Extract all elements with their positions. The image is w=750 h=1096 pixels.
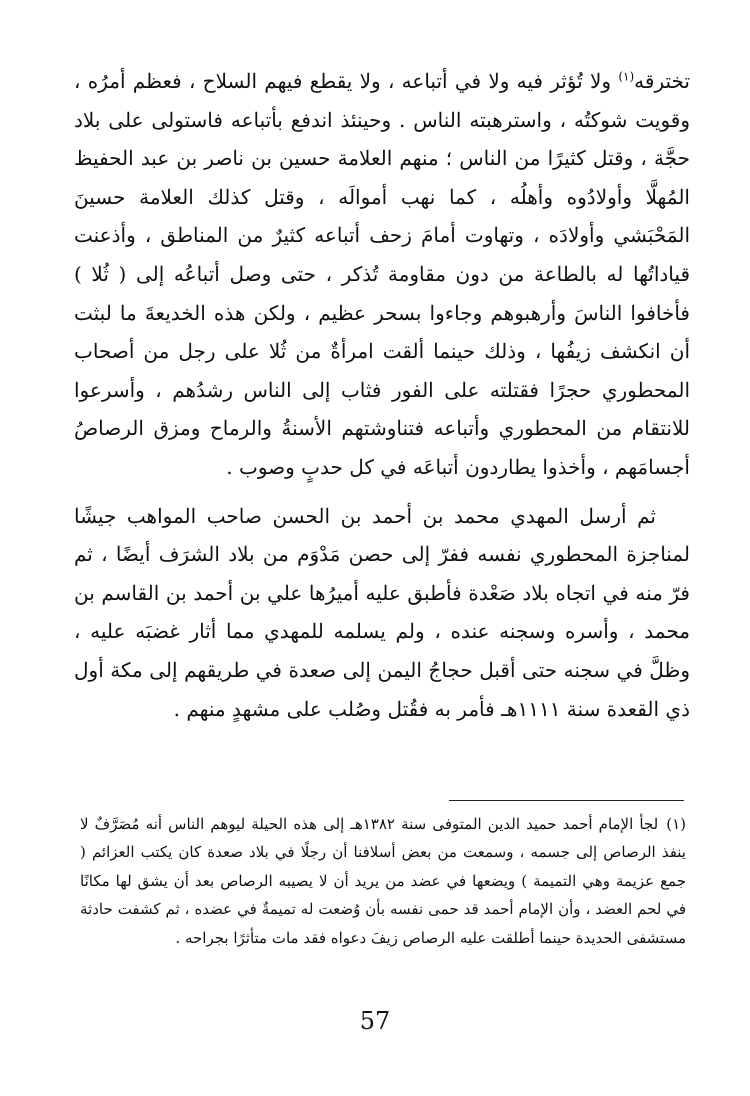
main-text	[74, 62, 690, 728]
footnote-text: لجأ الإمام أحمد حميد الدين المتوفى سنة ١٣٨٢هـ إلى هذه الحيلة ليوهم الناس أنه مُصَرَّفٌ لا ينفذ الرصاص إلى جسمه ، وسمعت من بعض أسلافنا أن رجلًا في بلاد صعدة كان يكتب العزائم ( جمع عزيمة وهي التميمة ) ويضعها في عضد من يريد أن لا يصيبه الرصاص بعد أن يشق لها مكانًا في لحم العضد ، وأن الإمام أحمد قد حمى نفسه بأن وُضعت له تميمةٌ في عضده ، ثم كشفت حادثة مستشفى الحديدة حينما أطلقت عليه الرصاص زيفَ دعواه فقد مات متأثرًا بجراحه .	[80, 815, 686, 947]
paragraph-2: ثم أرسل المهدي محمد بن أحمد بن الحسن صاحب المواهب جيشًا لمناجزة المحطوري نفسه ففرّ إلى حصن مَدْوَم من بلاد الشرَف أيضًا ، ثم فرّ منه في اتجاه بلاد صَعْدة فأطبق عليه أميرُها علي بن أحمد بن القاسم بن محمد ، وأسره وسجنه عنده ، ولم يسلمه للمهدي مما أثار غضبَه عليه ، وظلَّ في سجنه حتى أقبل حجاجُ اليمن إلى صعدة في طريقهم إلى مكة أول ذي القعدة سنة ١١١١هـ فأمر به فقُتل وصُلب على مشهدٍ منهم .	[74, 503, 690, 721]
footnote-reference: (١)	[618, 69, 635, 84]
footnote-divider	[449, 800, 684, 801]
paragraph-1-start: تخترقه	[634, 69, 691, 93]
footnotes	[80, 810, 686, 952]
paragraph-1-rest: ولا تُؤثر فيه ولا في أتباعه ، ولا يقطع فيهم السلاح ، فعظم أمرُه ، وقويت شوكتُه ، واسترهبته الناس . وحينئذ اندفع بأتباعه فاستولى على بلاد حجَّة ، وقتل كثيرًا من الناس ؛ منهم العلامة حسين بن ناصر بن عبد الحفيظ المُهلَّا وأولادُوه وأهلُه ، كما نهب أموالَه ، وقتل كذلك العلامة حسينَ المَحْبَشي وأولادَه ، وتهاوت أمامَ زحف أتباعه كثيرٌ من المناطق ، وأذعنت قياداتُها له بالطاعة من دون مقاومة تُذكر ، حتى وصل أتباعُه إلى ( ثُلا ) فأخافوا الناسَ وأرهبوهم وجاءوا بسحر عظيم ، ولكن هذه الخديعةَ ما لبثت أن انكشف زيفُها ، وذلك حينما ألقت امرأةٌ من ثُلا على رجل من أصحاب المحطوري حجرًا فقتلته على الفور فثاب إلى الناس رشدُهم ، وأسرعوا للانتقام من المحطوري وأتباعه فتناوشتهم الأسنةُ والرماح ومزق الرصاصُ أجسامَهم ، وأخذوا يطاردون أتباعَه في كل حدبٍ وصوب .	[74, 69, 691, 479]
paragraph-1	[74, 62, 690, 487]
footnote-number: (١)	[666, 815, 686, 833]
page-number: 57	[359, 1007, 391, 1035]
footnote-1	[80, 810, 686, 952]
